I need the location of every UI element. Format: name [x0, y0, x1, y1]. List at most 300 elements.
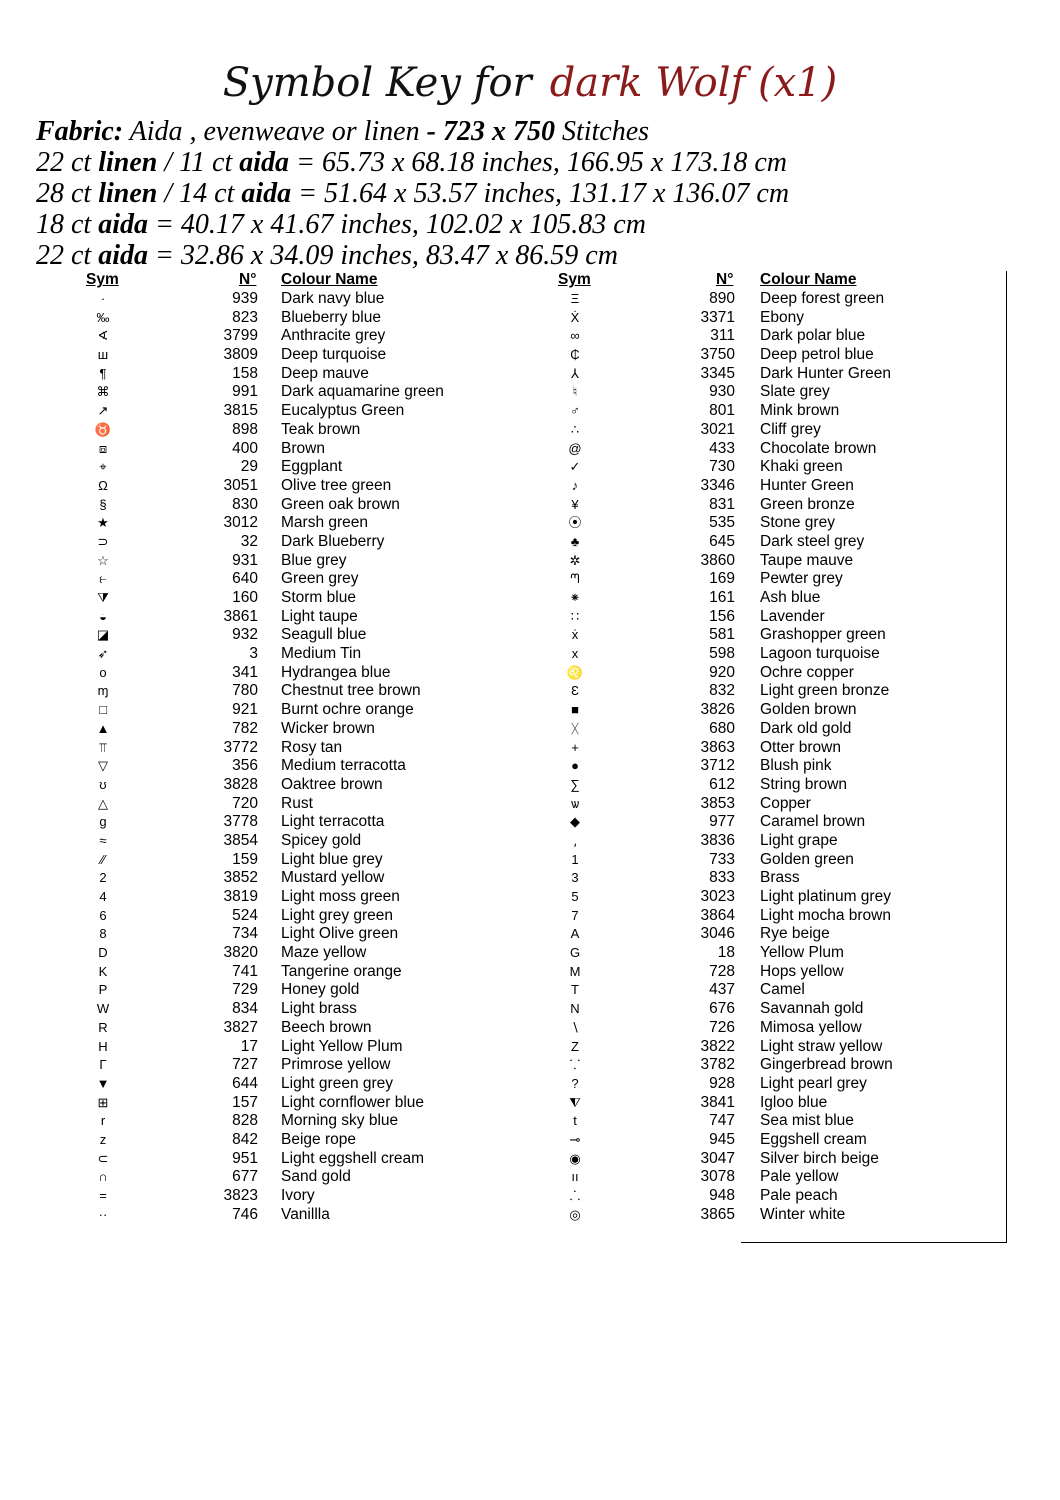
colour-name: Olive tree green: [281, 476, 392, 494]
colour-name: Camel: [760, 981, 805, 999]
colour-name: Deep turquoise: [281, 346, 387, 364]
colour-name: Yellow Plum: [760, 944, 844, 962]
thread-number: 931: [232, 551, 258, 569]
colour-name: Cliff grey: [760, 420, 821, 438]
colour-name: Light moss green: [281, 888, 400, 905]
colour-name: Storm blue: [281, 589, 356, 606]
symbol-glyph: ∩: [98, 1169, 108, 1185]
symbol-glyph: ∴: [570, 421, 580, 437]
colour-name: Light grape: [760, 831, 838, 849]
thread-number: 823: [232, 308, 258, 326]
symbol-glyph: D: [98, 945, 108, 961]
thread-number: 726: [709, 1018, 735, 1036]
colour-name: Dark polar blue: [760, 327, 866, 345]
colour-name: Savannah gold: [760, 1000, 864, 1018]
colour-name: Honey gold: [281, 981, 360, 999]
symbol-glyph: ⦿: [568, 515, 582, 531]
symbol-glyph: ♂: [570, 403, 580, 419]
thread-number: 930: [709, 383, 735, 401]
colour-name: Eggplant: [281, 458, 343, 476]
thread-number: 3023: [700, 888, 735, 905]
colour-name: Taupe mauve: [760, 551, 854, 569]
symbol-glyph: T: [571, 982, 579, 998]
count-c: / 11 ct: [157, 147, 240, 178]
thread-number: 747: [709, 1112, 735, 1130]
colour-name: Medium terracotta: [281, 757, 406, 775]
symbol-glyph: ⌘: [96, 384, 110, 400]
symbol-glyph: ♮: [572, 384, 578, 400]
symbol-key-table: [0, 271, 1060, 1231]
thread-number: 720: [232, 794, 258, 812]
thread-number: 29: [240, 458, 258, 476]
thread-number: 433: [709, 439, 735, 457]
colour-name: Copper: [760, 794, 811, 812]
symbol-glyph: △: [98, 795, 108, 811]
thread-number: 3819: [223, 888, 258, 905]
colour-name: Maze yellow: [281, 944, 367, 962]
symbol-glyph: Ξ: [570, 291, 580, 306]
count-b: linen: [98, 178, 158, 209]
thread-number: 830: [232, 495, 258, 513]
symbol-glyph: 5: [571, 889, 579, 904]
thread-number: 3841: [700, 1093, 735, 1111]
thread-number: 734: [232, 925, 258, 943]
colour-name: Dark steel grey: [760, 532, 865, 550]
symbol-glyph: ẋ: [571, 627, 579, 643]
thread-number: 156: [709, 607, 735, 625]
symbol-glyph: ↗: [97, 403, 109, 419]
colour-name: Pewter grey: [760, 570, 843, 588]
colour-name: Wicker brown: [281, 719, 375, 737]
symbol-glyph: ∑: [570, 776, 580, 792]
symbol-glyph: x: [571, 646, 579, 662]
thread-number: 644: [232, 1074, 258, 1092]
colour-name: Light cornflower blue: [281, 1093, 425, 1111]
thread-number: 801: [709, 402, 735, 420]
symbol-glyph: ⫪: [99, 739, 107, 755]
symbol-glyph: ◒: [99, 608, 107, 624]
thread-number: 828: [232, 1112, 258, 1130]
colour-name: Morning sky blue: [281, 1112, 399, 1130]
symbol-glyph: ▲: [96, 720, 110, 736]
count-a: 28 ct: [36, 178, 99, 209]
colour-name: Slate grey: [760, 383, 830, 401]
symbol-glyph: ∷: [570, 608, 580, 624]
thread-number: 437: [709, 981, 735, 999]
symbol-glyph: 2: [99, 870, 107, 886]
symbol-glyph: ⸲: [573, 832, 577, 848]
colour-name: Stone grey: [760, 514, 835, 532]
thread-number: 3712: [700, 757, 735, 775]
count-a: 22 ct: [36, 240, 99, 271]
thread-number: 733: [709, 850, 735, 868]
count-line: [36, 209, 789, 240]
symbol-glyph: H: [98, 1038, 108, 1054]
symbol-glyph: ∢: [97, 328, 109, 344]
symbol-glyph: ✲: [569, 552, 581, 568]
symbol-glyph: ɱ: [97, 683, 109, 699]
symbol-glyph: t: [573, 1113, 577, 1129]
page-title: [0, 60, 1060, 106]
symbol-glyph: ◆: [570, 814, 580, 830]
count-b: linen: [98, 147, 158, 178]
count-b: aida: [98, 209, 148, 240]
symbol-glyph: ⧈: [98, 440, 108, 456]
thread-number: 400: [232, 439, 258, 457]
symbol-glyph: Ω: [98, 477, 108, 493]
symbol-glyph: ₵: [570, 347, 580, 363]
symbol-glyph: Ẋ: [570, 309, 580, 325]
thread-number: 831: [709, 495, 735, 513]
thread-number: 921: [232, 701, 258, 719]
symbol-glyph: ᚷ: [571, 720, 579, 736]
thread-number: 645: [709, 532, 735, 550]
count-e: = 65.73 x 68.18 inches, 166.95 x 173.18 cm: [289, 147, 787, 178]
colour-name: Light platinum grey: [760, 888, 891, 905]
colour-name: Light Yellow Plum: [281, 1037, 403, 1055]
thread-number: 3046: [700, 925, 735, 943]
stitches-label: Stitches: [554, 116, 650, 147]
symbol-glyph: □: [99, 702, 107, 718]
colour-name: Rosy tan: [281, 738, 343, 756]
thread-number: 3750: [700, 346, 735, 364]
symbol-glyph: ⊃: [97, 533, 109, 549]
thread-number: 3772: [223, 738, 258, 756]
thread-number: 932: [232, 626, 258, 644]
count-e: = 40.17 x 41.67 inches, 102.02 x 105.83 cm: [148, 209, 646, 240]
colour-name: Dark old gold: [760, 719, 852, 737]
fabric-types: Aida , evenweave or linen: [123, 116, 427, 147]
colour-name: Caramel brown: [760, 813, 866, 831]
colour-name: Blush pink: [760, 757, 832, 775]
colour-name: Sea mist blue: [760, 1112, 854, 1130]
symbol-glyph: ⊸: [569, 1131, 581, 1147]
colour-name: Silver birch beige: [760, 1149, 879, 1167]
colour-name: Green oak brown: [281, 495, 400, 513]
colour-name: Lavender: [760, 607, 825, 625]
symbol-glyph: W: [96, 1001, 110, 1017]
colour-name: Seagull blue: [281, 626, 367, 644]
symbol-glyph: 7: [571, 907, 579, 923]
symbol-glyph: ⌖: [99, 459, 107, 475]
thread-number: 741: [232, 962, 258, 980]
colour-name: Hops yellow: [760, 962, 844, 980]
thread-number: 782: [232, 719, 258, 737]
symbol-glyph: ʊ: [99, 776, 107, 792]
colour-name: Golden brown: [760, 701, 857, 719]
thread-number: 991: [232, 383, 258, 401]
colour-name: Light terracotta: [281, 813, 385, 831]
thread-number: 977: [709, 813, 735, 831]
bottom-border-line: [741, 1242, 1007, 1243]
colour-name: Light brass: [281, 1000, 357, 1018]
colour-name: Medium Tin: [281, 645, 362, 663]
symbol-glyph: r: [100, 1113, 106, 1129]
symbol-glyph: ∞: [570, 328, 580, 344]
header-name-left: Colour Name: [281, 271, 378, 288]
colour-name: Sand gold: [281, 1168, 351, 1186]
symbol-glyph: R: [98, 1019, 108, 1035]
thread-number: 3863: [700, 738, 735, 756]
colour-name: Beech brown: [281, 1018, 372, 1036]
symbol-glyph: ★: [97, 515, 109, 531]
thread-number: 780: [232, 682, 258, 700]
colour-name: Grashopper green: [760, 626, 886, 644]
thread-number: 728: [709, 962, 735, 980]
symbol-glyph: ♌: [566, 664, 584, 680]
thread-number: 161: [709, 589, 735, 606]
count-line: [36, 147, 789, 178]
fabric-line: [36, 116, 789, 147]
colour-name: Oaktree brown: [281, 775, 383, 793]
symbol-glyph: ∖: [570, 1019, 580, 1035]
thread-number: 3778: [223, 813, 258, 831]
thread-number: 842: [232, 1130, 258, 1148]
colour-name: Dark Blueberry: [281, 532, 385, 550]
symbol-glyph: ıı: [571, 1169, 579, 1185]
thread-number: 890: [709, 290, 735, 307]
thread-number: 3827: [223, 1018, 258, 1036]
thread-number: 746: [232, 1205, 258, 1223]
colour-name: Green bronze: [760, 495, 855, 513]
colour-name: Ash blue: [760, 589, 821, 606]
colour-name: Green grey: [281, 570, 359, 588]
thread-number: 677: [232, 1168, 258, 1186]
colour-name: Deep forest green: [760, 290, 885, 307]
thread-number: 920: [709, 663, 735, 681]
thread-number: 18: [717, 944, 735, 962]
thread-number: 3826: [700, 701, 735, 719]
header-sym-left: Sym: [86, 271, 119, 288]
colour-name: Light blue grey: [281, 850, 383, 868]
thread-number: 3782: [700, 1056, 735, 1074]
colour-name: Ochre copper: [760, 663, 854, 681]
colour-name: Chocolate brown: [760, 439, 877, 457]
symbol-glyph: ⧩: [97, 590, 109, 605]
colour-name: Teak brown: [281, 420, 361, 438]
colour-name: Dark Hunter Green: [760, 364, 891, 382]
fabric-label: Fabric:: [36, 116, 124, 147]
symbol-glyph: A: [570, 926, 580, 942]
colour-name: Blueberry blue: [281, 308, 381, 326]
symbol-glyph: ◉: [569, 1150, 581, 1166]
count-b: aida: [98, 240, 148, 271]
symbol-glyph: N: [570, 1001, 580, 1017]
colour-name: Mimosa yellow: [760, 1018, 862, 1036]
thread-number: 3345: [700, 364, 735, 382]
colour-name: Light mocha brown: [760, 906, 891, 924]
colour-name: Khaki green: [760, 458, 843, 476]
thread-number: 311: [710, 327, 735, 345]
symbol-glyph: ⸪: [569, 1057, 581, 1073]
thread-number: 32: [240, 532, 258, 550]
symbol-glyph: ➶: [97, 646, 109, 662]
colour-name: Brown: [281, 439, 325, 457]
thread-number: 3346: [700, 476, 735, 494]
symbol-glyph: §: [99, 496, 107, 512]
symbol-glyph: ☆: [97, 552, 109, 568]
thread-number: 524: [232, 906, 258, 924]
title-prefix: Symbol Key for: [222, 60, 532, 106]
symbol-glyph: ⥼: [99, 571, 107, 587]
colour-name: Tangerine orange: [281, 962, 402, 980]
count-c: / 14 ct: [157, 178, 242, 209]
colour-name: Ebony: [760, 308, 804, 326]
count-d: aida: [241, 178, 292, 209]
symbol-glyph: ⸫: [569, 1188, 581, 1203]
colour-name: Light straw yellow: [760, 1037, 883, 1055]
colour-name: Light green grey: [281, 1074, 394, 1092]
symbol-glyph: 3: [571, 870, 579, 886]
thread-number: 834: [232, 1000, 258, 1018]
thread-number: 3860: [700, 551, 735, 569]
colour-name: Light grey green: [281, 906, 394, 924]
thread-number: 3012: [223, 514, 258, 532]
thread-number: 3836: [700, 831, 735, 849]
symbol-glyph: ⧨: [569, 1094, 581, 1110]
symbol-glyph: 1: [571, 851, 579, 867]
right-border-line: [1006, 271, 1007, 1243]
symbol-glyph: ⊂: [97, 1150, 109, 1166]
symbol-glyph: ♉: [94, 421, 112, 437]
symbol-glyph: Ɛ: [571, 683, 579, 699]
count-line: [36, 240, 789, 271]
pattern-name: dark Wolf (x1): [549, 60, 838, 106]
colour-name: String brown: [760, 775, 848, 793]
thread-number: 3864: [700, 906, 735, 924]
symbol-glyph: ⁕: [569, 590, 581, 605]
thread-number: 939: [232, 290, 258, 307]
colour-name: Burnt ochre orange: [281, 701, 414, 719]
symbol-glyph: ⊞: [97, 1094, 109, 1110]
thread-number: 3021: [700, 420, 735, 438]
thread-number: 729: [232, 981, 258, 999]
symbol-glyph: 4: [99, 889, 107, 904]
colour-name: Brass: [760, 869, 800, 887]
symbol-glyph: 6: [99, 907, 107, 923]
colour-name: Hydrangea blue: [281, 663, 391, 681]
thread-number: 3799: [223, 327, 258, 345]
thread-number: 928: [709, 1074, 735, 1092]
header-num-right: N°: [716, 271, 734, 288]
thread-number: 833: [709, 869, 735, 887]
symbol-glyph: z: [99, 1131, 107, 1147]
thread-number: 680: [709, 719, 735, 737]
colour-name: Winter white: [760, 1205, 846, 1223]
colour-name: Rye beige: [760, 925, 830, 943]
count-a: 18 ct: [36, 209, 99, 240]
thread-number: 727: [232, 1056, 258, 1074]
thread-number: 898: [232, 420, 258, 438]
colour-name: Light pearl grey: [760, 1074, 867, 1092]
thread-number: 3371: [700, 308, 735, 326]
thread-number: 951: [232, 1149, 258, 1167]
thread-number: 3861: [223, 607, 258, 625]
symbol-glyph: ·: [100, 291, 106, 306]
symbol-glyph: =: [99, 1188, 107, 1203]
colour-name: Golden green: [760, 850, 854, 868]
colour-name: Mink brown: [760, 402, 840, 420]
colour-name: Light eggshell cream: [281, 1149, 425, 1167]
symbol-glyph: ■: [571, 702, 579, 718]
symbol-glyph: @: [568, 440, 582, 456]
colour-name: Light green bronze: [760, 682, 890, 700]
symbol-glyph: ѡ: [570, 795, 580, 811]
thread-number: 3: [249, 645, 258, 663]
symbol-glyph: ?: [571, 1075, 579, 1091]
thread-number: 157: [232, 1093, 258, 1111]
symbol-glyph: ‰: [96, 309, 110, 325]
thread-number: 535: [709, 514, 735, 532]
colour-name: Anthracite grey: [281, 327, 386, 345]
symbol-glyph: ●: [571, 758, 579, 774]
thread-number: 832: [709, 682, 735, 700]
thread-number: 17: [240, 1037, 258, 1055]
thread-number: 169: [709, 570, 735, 588]
count-line: [36, 178, 789, 209]
thread-number: 3853: [700, 794, 735, 812]
colour-name: Marsh green: [281, 514, 369, 532]
symbol-glyph: +: [571, 739, 579, 755]
count-e: = 51.64 x 53.57 inches, 131.17 x 136.07 cm: [291, 178, 790, 209]
thread-number: 3854: [223, 831, 258, 849]
thread-number: 3865: [700, 1205, 735, 1223]
colour-name: Hunter Green: [760, 476, 854, 494]
symbol-glyph: Z: [571, 1038, 579, 1054]
thread-number: 730: [709, 458, 735, 476]
colour-name: Spicey gold: [281, 831, 362, 849]
symbol-glyph: ··: [98, 1206, 108, 1222]
header-num-left: N°: [239, 271, 257, 288]
symbol-glyph: ¥: [571, 496, 579, 512]
colour-name: Light taupe: [281, 607, 358, 625]
thread-number: 612: [709, 775, 735, 793]
colour-name: Light Olive green: [281, 925, 399, 943]
colour-name: Chestnut tree brown: [281, 682, 421, 700]
thread-number: 640: [232, 570, 258, 588]
colour-name: Vanillla: [281, 1205, 330, 1223]
colour-name: Beige rope: [281, 1130, 356, 1148]
colour-name: Primrose yellow: [281, 1056, 391, 1074]
colour-name: Deep petrol blue: [760, 346, 874, 364]
symbol-glyph: ♪: [571, 477, 579, 493]
colour-name: Igloo blue: [760, 1093, 828, 1111]
thread-number: 3078: [700, 1168, 735, 1186]
stitch-size: 723 x 750: [442, 116, 555, 147]
thread-number: 3823: [223, 1187, 258, 1204]
thread-number: 356: [232, 757, 258, 775]
count-a: 22 ct: [36, 147, 99, 178]
fabric-dash: -: [426, 116, 443, 147]
symbol-glyph: ♣: [570, 533, 580, 549]
thread-number: 3852: [223, 869, 258, 887]
symbol-glyph: M: [569, 963, 581, 979]
symbol-glyph: ⁄⁄: [100, 851, 106, 867]
symbol-glyph: P: [98, 982, 108, 998]
symbol-glyph: ◪: [96, 627, 110, 643]
count-e: = 32.86 x 34.09 inches, 83.47 x 86.59 cm: [148, 240, 618, 271]
symbol-glyph: G: [569, 945, 581, 961]
symbol-glyph: ᘉ: [570, 571, 580, 587]
thread-number: 676: [709, 1000, 735, 1018]
colour-name: Dark navy blue: [281, 290, 385, 307]
thread-number: 158: [232, 364, 258, 382]
colour-name: Eggshell cream: [760, 1130, 867, 1148]
symbol-glyph: ◎: [569, 1206, 581, 1222]
colour-name: Pale peach: [760, 1187, 838, 1204]
colour-name: Mustard yellow: [281, 869, 385, 887]
symbol-glyph: K: [98, 963, 108, 979]
